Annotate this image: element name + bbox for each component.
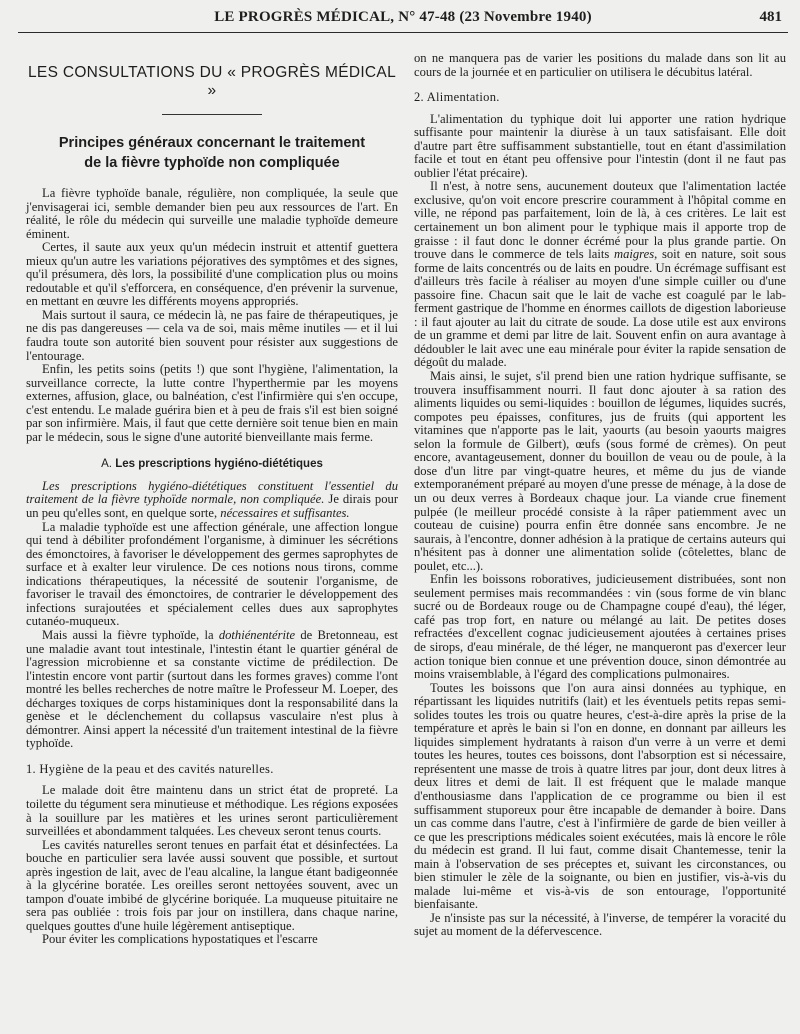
paragraph: Le malade doit être maintenu dans un strict état de propreté. La toilette du tégument sera minutieuse et méthodique. Les régions exposées à la souillure par les matières et les urines seront particulièrement surveillées et abondamment talquées. Les cheveux seront tenus courts. bbox=[26, 783, 398, 839]
right-column bbox=[414, 52, 786, 939]
subsection-title: Les prescriptions hygiéno-diététiques bbox=[115, 458, 323, 471]
paragraph: Mais ainsi, le sujet, s'il prend bien une ration hydrique suffisante, se trouvera insuffisamment nourri. Il faut donc ajouter à sa ration des aliments liquides ou semi-liquides : bouillon de légumes, liquides sucrés, compotes peu épaisses, confitures, jus de fruits (qui apportent les vitamines que n'apporte pas le lait, yaourts (au besoin yaourts maigres selon la formule de Gilbert), œufs (sous formé de crèmes). On peut encore, avantageusement, donner du bouillon de veau ou de poule, à la dose d'un litre par vingt-quatre heures, et même du jus de viande extemporanément préparé au moyen d'une presse de ménage, à la dose de un ou deux verres à Bordeaux chaque jour. La viande crue finement pulpée (le meilleur procédé consiste à la râper patiemment avec un couteau de cuisine) pourra enfin être donnée sans encombre. Je ne saurais, à l'encontre, donner adhésion à la pratique de certains auteurs qui n'hésitent pas à donner une alimentation solide (côtelettes, blanc de poulet, etc...). bbox=[414, 369, 786, 573]
paragraph: La fièvre typhoïde banale, régulière, non compliquée, la seule que j'envisagerai ici, semble demander bien peu aux ressources de l'art. En réalité, le rôle du médecin qui surveille une maladie typhoïde demeure éminent. bbox=[26, 186, 398, 241]
article-title bbox=[26, 133, 398, 173]
paragraph-text: de Bretonneau, est une maladie avant tout intestinale, l'intestin étant le quartier général de l'agression microbienne et sa constante victime de prédilection. De l'intestin encore vont partir (surtout dans les formes graves) comme l'ont montré les belles recherches de notre maître le Professeur M. Loeper, des décharges toxiques de corps histaminiques dont la responsabilité dans la genèse et le déclenchement du collapsus vasculaire n'est plus à démontrer. Ainsi appert la nécessité d'un traitement intestinal de la fièvre typhoïde. bbox=[26, 627, 398, 751]
paragraph: Certes, il saute aux yeux qu'un médecin instruit et attentif guettera mieux qu'un autre les variations péjoratives des symptômes et des signes, qu'il présumera, dès lors, la possibilité d'une complication plus ou moins redoutable et qu'il s'efforcera, en conséquence, d'en prévenir la survenue, en mettant en œuvre les différents moyens appropriés. bbox=[26, 240, 398, 309]
paragraph bbox=[26, 480, 398, 521]
paragraph-text: Je dirais pour un peu qu'elles sont, en quelque sorte, bbox=[26, 492, 399, 521]
paragraph bbox=[414, 180, 786, 370]
subsection-heading-a bbox=[26, 458, 398, 472]
article-title-line-2: de la fièvre typhoïde non compliquée bbox=[84, 155, 340, 171]
paragraph bbox=[26, 629, 398, 751]
subsection-heading-1: 1. Hygiène de la peau et des cavités naturelles. bbox=[26, 761, 274, 776]
paragraph: Pour éviter les complications hypostatiques et l'escarre bbox=[42, 932, 318, 947]
paragraph: L'alimentation du typhique doit lui apporter une ration hydrique suffisante pour maintenir la diurèse à un taux satisfaisant. Elle doit d'autre part être suffisamment substantielle, tout en étant d'assimilation facile et tout en étant peu offensive pour l'intestin (dont il ne faut pas oublier l'état précaire). bbox=[414, 111, 786, 180]
subsection-letter: A. bbox=[101, 458, 112, 471]
article-title-line-1: Principes généraux concernant le traitement bbox=[58, 135, 366, 151]
emphasis-text: dothiénentérite bbox=[218, 627, 296, 642]
paragraph: Enfin les boissons roboratives, judicieusement distribuées, sont non seulement permises mais recommandées : vin (sous forme de vin blanc sucré ou de Bordeaux rouge ou de Champagne coupé d'eau), thé léger, café pas trop fort, en nature ou mélangé au lait. De petites doses refractées d'excellent cognac judicieusement ajoutées à certaines prises de sirops, d'eau minérale, de thé léger, ne manqueront pas d'exercer leur action tonique bien connue et une prévention douce, sinon démontrée au moins vraisemblable, à l'égard des complications pulmonaires. bbox=[414, 572, 786, 682]
journal-header-title: LE PROGRÈS MÉDICAL, N° 47-48 (23 Novembre 1940) bbox=[214, 9, 592, 25]
paragraph-text: Mais aussi la fièvre typhoïde, la bbox=[42, 627, 219, 642]
paragraph: Toutes les boissons que l'on aura ainsi données au typhique, en répartissant les liquides nutritifs (lait) et les éventuels petits repas semi-solides toutes les trois ou quatre heures, c'est-à-dire après la prise de la température et après le bain si l'on en donne, en donnant par ailleurs les liquides simplement hydratants à raison d'un verre à un verre et demi toutes les heures, toutes ces boissons, dont l'absorption est si nécessaire, représentent une masse de trois à quatre litres par jour, dont deux litres à deux litres et demi de lait. Il est fréquent que le malade manque d'enthousiasme dans l'application de ce programme ou bien il est suffisamment stuporeux pour être incapable de demander à boire. Dans un cas comme dans l'autre, c'est à l'infirmière de garde de bien veiller à ce que les prescriptions médicales soient exécutées, mais là encore le rôle du médecin est grand. Il lui faut, comme disait Chantemesse, tenir la main à l'observation de ses préceptes et, suivant les circonstances, ou bien stimuler le zèle de la soignante, ou bien en justifier, vis-à-vis du malade lui-même et vis-à-vis de son entourage, l'opportunité bienfaisante. bbox=[414, 680, 786, 912]
paragraph: Je n'insiste pas sur la nécessité, à l'inverse, de tempérer la voracité du sujet au moment de la défervescence. bbox=[414, 910, 786, 939]
title-divider bbox=[162, 114, 262, 115]
paragraph: on ne manquera pas de varier les positions du malade dans son lit au cours de la journée et en particulier on utilisera le décubitus latéral. bbox=[414, 51, 786, 79]
paragraph: Les cavités naturelles seront tenues en parfait état et désinfectées. La bouche en particulier sera lavée aussi souvent que possible, et surtout après ingestion de lait, avec de l'eau alcaline, la langue étant badigeonnée à la glycérine boratée. Les oreilles seront nettoyées souvent, avec un tampon d'ouate imbibé de glycérine boriquée. La muqueuse pituitaire ne sera pas oubliée : trois fois par jour on instillera, dans chaque narine, quelques gouttes d'une huile légèrement antiseptique. bbox=[26, 837, 398, 933]
paragraph: Mais surtout il saura, ce médecin là, ne pas faire de thérapeutiques, je ne dis pas dangereuses — cela va de soi, mais même inutiles — et il lui faudra toute son autorité bien souvent pour résister aux suggestions de l'entourage. bbox=[26, 307, 398, 363]
emphasis-text: maigres bbox=[613, 247, 655, 262]
running-head bbox=[18, 6, 788, 33]
paragraph-text: Il n'est, à notre sens, aucunement douteux que l'alimentation lactée exclusive, qu'on voit encore prescrire couramment à l'hôpital comme en ville, ne répond pas parfaitement, loin de là, à ces critères. Le lait est certainement un bon aliment pour le typhique mais il apporte trop de graisse : il faut donc le donner écrémé pour la plus grande partie. On trouve dans le commerce de tels laits bbox=[414, 179, 786, 262]
section-title: LES CONSULTATIONS DU « PROGRÈS MÉDICAL » bbox=[28, 64, 396, 99]
subsection-heading-2: 2. Alimentation. bbox=[414, 90, 500, 105]
paragraph: Enfin, les petits soins (petits !) que sont l'hygiène, l'alimentation, la surveillance correcte, la lutte contre l'hyperthermie par les moyens externes, affusion, glace, ou balnéation, c'est l'infirmière qui s'en occupe, c'est entendu. Le malade guérira bien et à peu de frais s'il est bien soigné par son infirmière. Mais, il faut que cette dernière soit tenue bien en main par le médecin, sous le signe d'une autorité bienveillante mais ferme. bbox=[26, 362, 398, 444]
paragraph: La maladie typhoïde est une affection générale, une affection longue qui tend à débiliter profondément l'organisme, à diminuer les sécrétions des émonctoires, à favoriser le développement des germes saprophytes de surface et à exalter leur virulence. De ces notions nous tirons, comme indications thérapeutiques, la nécessité de soutenir l'organisme, de favoriser le travail des émonctoires, de contrarier le développement des infections surajoutées et spécialement celles dues aux saprophytes cutanéo-muqueux. bbox=[26, 519, 398, 629]
left-column bbox=[26, 52, 398, 947]
emphasis-text: nécessaires et suffisantes. bbox=[220, 506, 350, 521]
page-number: 481 bbox=[759, 9, 782, 25]
paragraph-text: , soit en nature, soit sous forme de laits concentrés ou de laits en poudre. Un écrémage suffisant est d'ailleurs très facile à réaliser au moyen d'une simple cuiller ou d'une passoire fine. Chacun sait que le lait de vache est coagulé par le lab-ferment gastrique de l'homme en énormes caillots de digestion laborieuse : il faut ajouter au lait du citrate de soude. La dose utile est aux environs de un gramme et demi par litre de lait. Souvent enfin on aura avantage à dédoubler le lait avec une eau minérale pour éviter la rapide sensation de dégoût du malade. bbox=[414, 247, 786, 370]
emphasis-text: Les prescriptions hygiéno-diététiques constituent l'essentiel du traitement de la fièvre typhoïde normale, non compliquée. bbox=[26, 478, 398, 507]
